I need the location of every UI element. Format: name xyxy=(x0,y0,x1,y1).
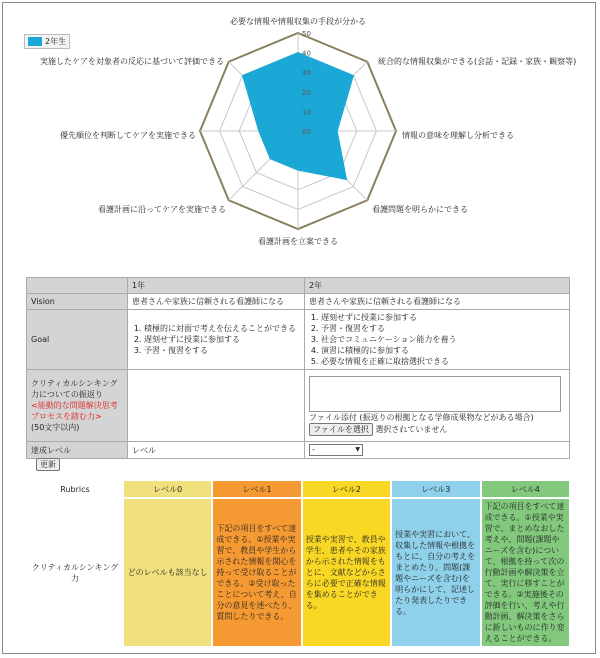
file-select-button[interactable]: ファイルを選択 xyxy=(309,423,373,436)
radar-series-area xyxy=(243,53,354,180)
radar-axis-label: 優先順位を判断してケアを実施できる xyxy=(60,131,196,140)
level-desc-0: どのレベルも該当なし xyxy=(124,499,211,646)
goal-year2 xyxy=(305,310,570,370)
reflection-limit: (50文字以内) xyxy=(31,423,80,432)
radar-tick-label: 00 xyxy=(302,128,311,136)
row-label-goal: Goal xyxy=(27,310,128,370)
file-status: 選択されていません xyxy=(375,424,448,434)
table-corner xyxy=(27,278,128,294)
level-header-3: レベル3 xyxy=(392,481,479,497)
reflection-year1 xyxy=(128,370,305,442)
goal-year2-item: 3. 社会でコミュニケーション能力を養う xyxy=(321,334,565,345)
col-header-year1: 1年 xyxy=(128,278,305,294)
row-label-reflection xyxy=(27,370,128,442)
goal-year1 xyxy=(128,310,305,370)
level-header-4: レベル4 xyxy=(482,481,569,497)
radar-axis-label: 統合的な情報収集ができる(会話・記録・家族・観察等) xyxy=(378,57,577,66)
radar-tick-label: 20 xyxy=(302,88,311,97)
radar-tick-label: 30 xyxy=(302,69,311,78)
update-button[interactable]: 更新 xyxy=(36,458,60,471)
legend-label: 2年生 xyxy=(45,37,67,46)
level-year2 xyxy=(305,442,570,459)
vision-year2: 患者さんや家族に信頼される看護師になる xyxy=(305,294,570,310)
rubrics-table xyxy=(26,479,571,648)
radar-axis-label: 実施したケアを対象者の反応に基づいて評価できる xyxy=(40,57,224,66)
attach-label: ファイル添付 (振返りの根拠となる学修成果物などがある場合) xyxy=(309,412,534,422)
level-desc-2: 授業や実習で、教員や学生、患者やその家族から示された情報をもとに、文献などからさらに必要で正確な情報を集めることができる。 xyxy=(303,499,390,646)
col-header-year2: 2年 xyxy=(305,278,570,294)
goal-year1-item: 3. 予習・復習をする xyxy=(144,345,300,356)
goal-year2-item: 1. 遅刻せずに授業に参加する xyxy=(321,312,565,323)
goal-year2-item: 4. 演習に積極的に参加する xyxy=(321,345,565,356)
level-header-0: レベル0 xyxy=(124,481,211,497)
vision-year1: 患者さんや家族に信頼される看護師になる xyxy=(128,294,305,310)
radar-axis-label: 必要な情報や情報収集の手段が分かる xyxy=(230,17,366,26)
radar-axis-label: 看護計画を立案できる xyxy=(258,237,338,246)
level-desc-4: 下記の項目をすべて達成できる。①授業や実習で、まとめなおした考えや、問題(課題やニーズを含む)について、根拠を持って次の行動計画や解決策を立て、実行に移すことができる。②実施後その評価を行い、考えや行動計画、解決策をさらに新しいものに作り変えることができる。 xyxy=(482,499,569,646)
goals-table xyxy=(26,277,570,459)
rubrics-row-label: クリティカルシンキング力 xyxy=(31,562,119,583)
reflection-subtitle: <能動的な問題解決思考プロセスを踏む力> xyxy=(31,401,118,421)
row-label-vision: Vision xyxy=(27,294,128,310)
radar-axis-label: 情報の意味を理解し分析できる xyxy=(402,131,514,140)
radar-axis-label: 看護計画に沿ってケアを実施できる xyxy=(98,205,226,214)
radar-tick-label: 10 xyxy=(302,108,311,117)
rubrics-header: Rubrics xyxy=(60,484,90,494)
level-year1: レベル xyxy=(128,442,305,459)
reflection-year2 xyxy=(305,370,570,442)
radar-axis-label: 看護問題を明らかにできる xyxy=(372,205,468,214)
goal-year2-item: 2. 予習・復習をする xyxy=(321,323,565,334)
goal-year1-item: 2. 遅刻せずに授業に参加する xyxy=(144,334,300,345)
level-select[interactable]: - ▼ xyxy=(309,444,363,456)
radar-chart xyxy=(0,0,600,258)
level-header-1: レベル1 xyxy=(213,481,300,497)
radar-tick-label: 50 xyxy=(302,30,311,38)
reflection-title: クリティカルシンキング力についての振返り xyxy=(31,379,118,399)
level-desc-1: 下記の項目をすべて達成できる。①授業や実習で、教員や学生から示された情報を関心を持って受け取ることができる。②受け取ったことについて考え、自分の意見を述べたり、質問したりできる。 xyxy=(213,499,300,646)
reflection-textarea[interactable] xyxy=(309,376,561,412)
goal-year2-item: 5. 必要な情報を正確に取捨選択できる xyxy=(321,356,565,367)
level-header-2: レベル2 xyxy=(303,481,390,497)
row-label-level: 達成レベル xyxy=(27,442,128,459)
level-desc-3: 授業や実習において、収集した情報や根拠をもとに、自分の考えをまとめたり、問題(課題やニーズを含む)を明らかにして、記述したり発表したりできる。 xyxy=(392,499,479,646)
goal-year1-item: 1. 積極的に対面で考えを伝えることができる xyxy=(144,323,300,334)
radar-tick-label: 40 xyxy=(302,49,311,58)
